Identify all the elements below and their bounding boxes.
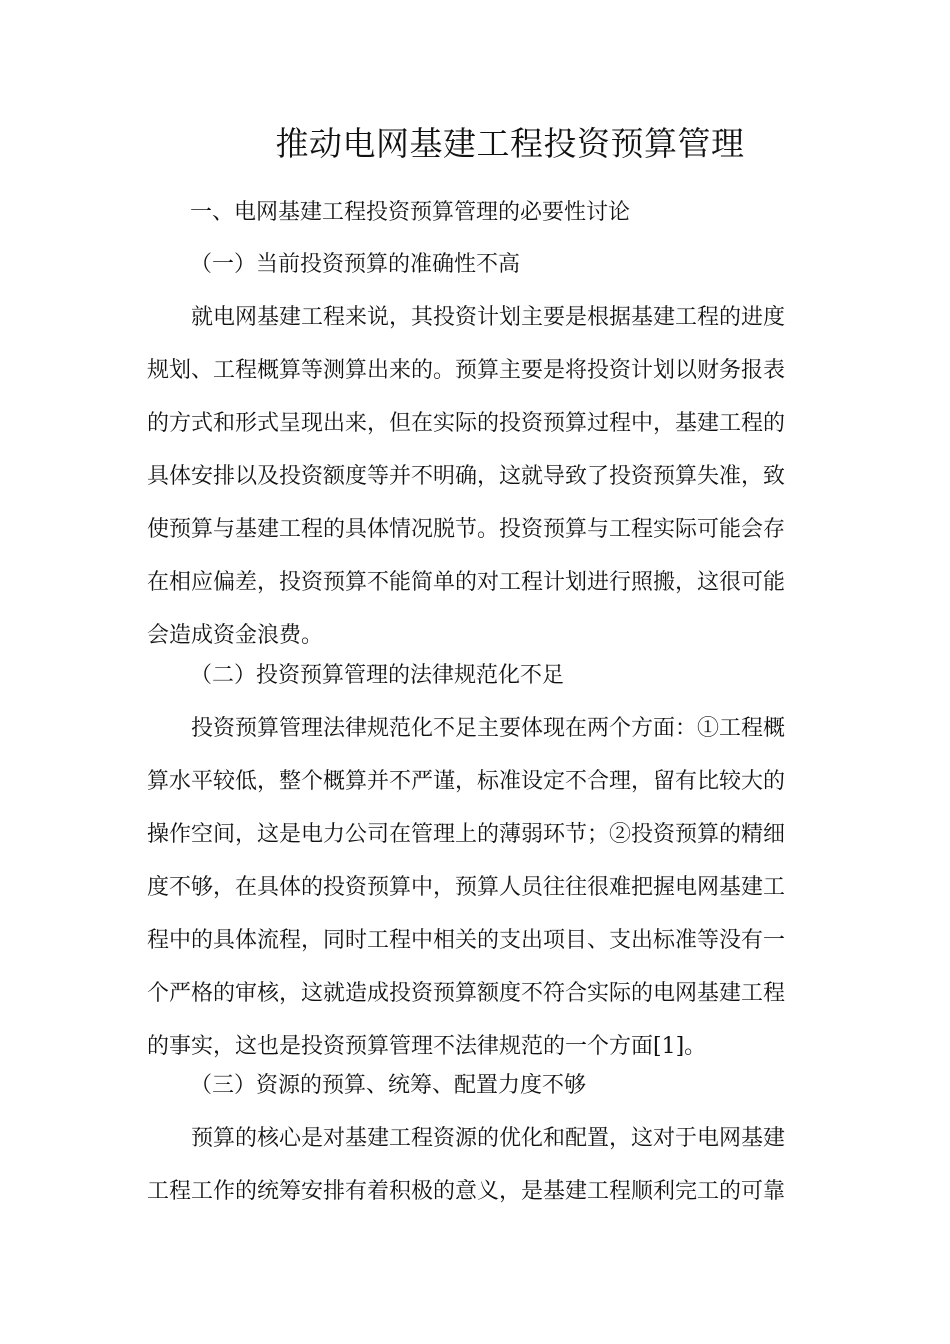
paragraph-line: 个严格的审核，这就造成投资预算额度不符合实际的电网基建工程 [147, 981, 786, 1006]
section-3-heading: （三）资源的预算、统筹、配置力度不够 [190, 1073, 587, 1098]
paragraph-line: 规划、工程概算等测算出来的。预算主要是将投资计划以财务报表 [147, 358, 786, 383]
paragraph-line: 会造成资金浪费。 [147, 623, 324, 648]
paragraph-line: 度不够，在具体的投资预算中，预算人员往往很难把握电网基建工 [147, 875, 786, 900]
section-2-paragraph [147, 702, 797, 1073]
main-heading: 一、电网基建工程投资预算管理的必要性讨论 [190, 200, 631, 225]
section-3-paragraph [147, 1112, 797, 1218]
paragraph-line: 就电网基建工程来说，其投资计划主要是根据基建工程的进度 [191, 305, 786, 330]
paragraph-line: 具体安排以及投资额度等并不明确，这就导致了投资预算失准，致 [147, 464, 786, 489]
paragraph-line: 工程工作的统筹安排有着积极的意义，是基建工程顺利完工的可靠 [147, 1179, 786, 1204]
section-1-heading: （一）当前投资预算的准确性不高 [190, 252, 521, 277]
section-2-heading: （二）投资预算管理的法律规范化不足 [190, 663, 565, 688]
section-1-paragraph [147, 291, 797, 662]
paragraph-line: 投资预算管理法律规范化不足主要体现在两个方面：①工程概 [191, 716, 786, 741]
paragraph-line: 的方式和形式呈现出来，但在实际的投资预算过程中，基建工程的 [147, 411, 786, 436]
paragraph-line: 预算的核心是对基建工程资源的优化和配置，这对于电网基建 [191, 1126, 786, 1151]
paragraph-line: 算水平较低，整个概算并不严谨，标准设定不合理，留有比较大的 [147, 769, 786, 794]
paragraph-line: 使预算与基建工程的具体情况脱节。投资预算与工程实际可能会存 [147, 517, 786, 542]
paragraph-line: 在相应偏差，投资预算不能简单的对工程计划进行照搬，这很可能 [147, 570, 786, 595]
paragraph-line: 程中的具体流程，同时工程中相关的支出项目、支出标准等没有一 [147, 928, 786, 953]
paragraph-line: 操作空间，这是电力公司在管理上的薄弱环节；②投资预算的精细 [147, 822, 786, 847]
document-title: 推动电网基建工程投资预算管理 [275, 124, 745, 163]
paragraph-line: 的事实，这也是投资预算管理不法律规范的一个方面[1]。 [147, 1034, 707, 1059]
